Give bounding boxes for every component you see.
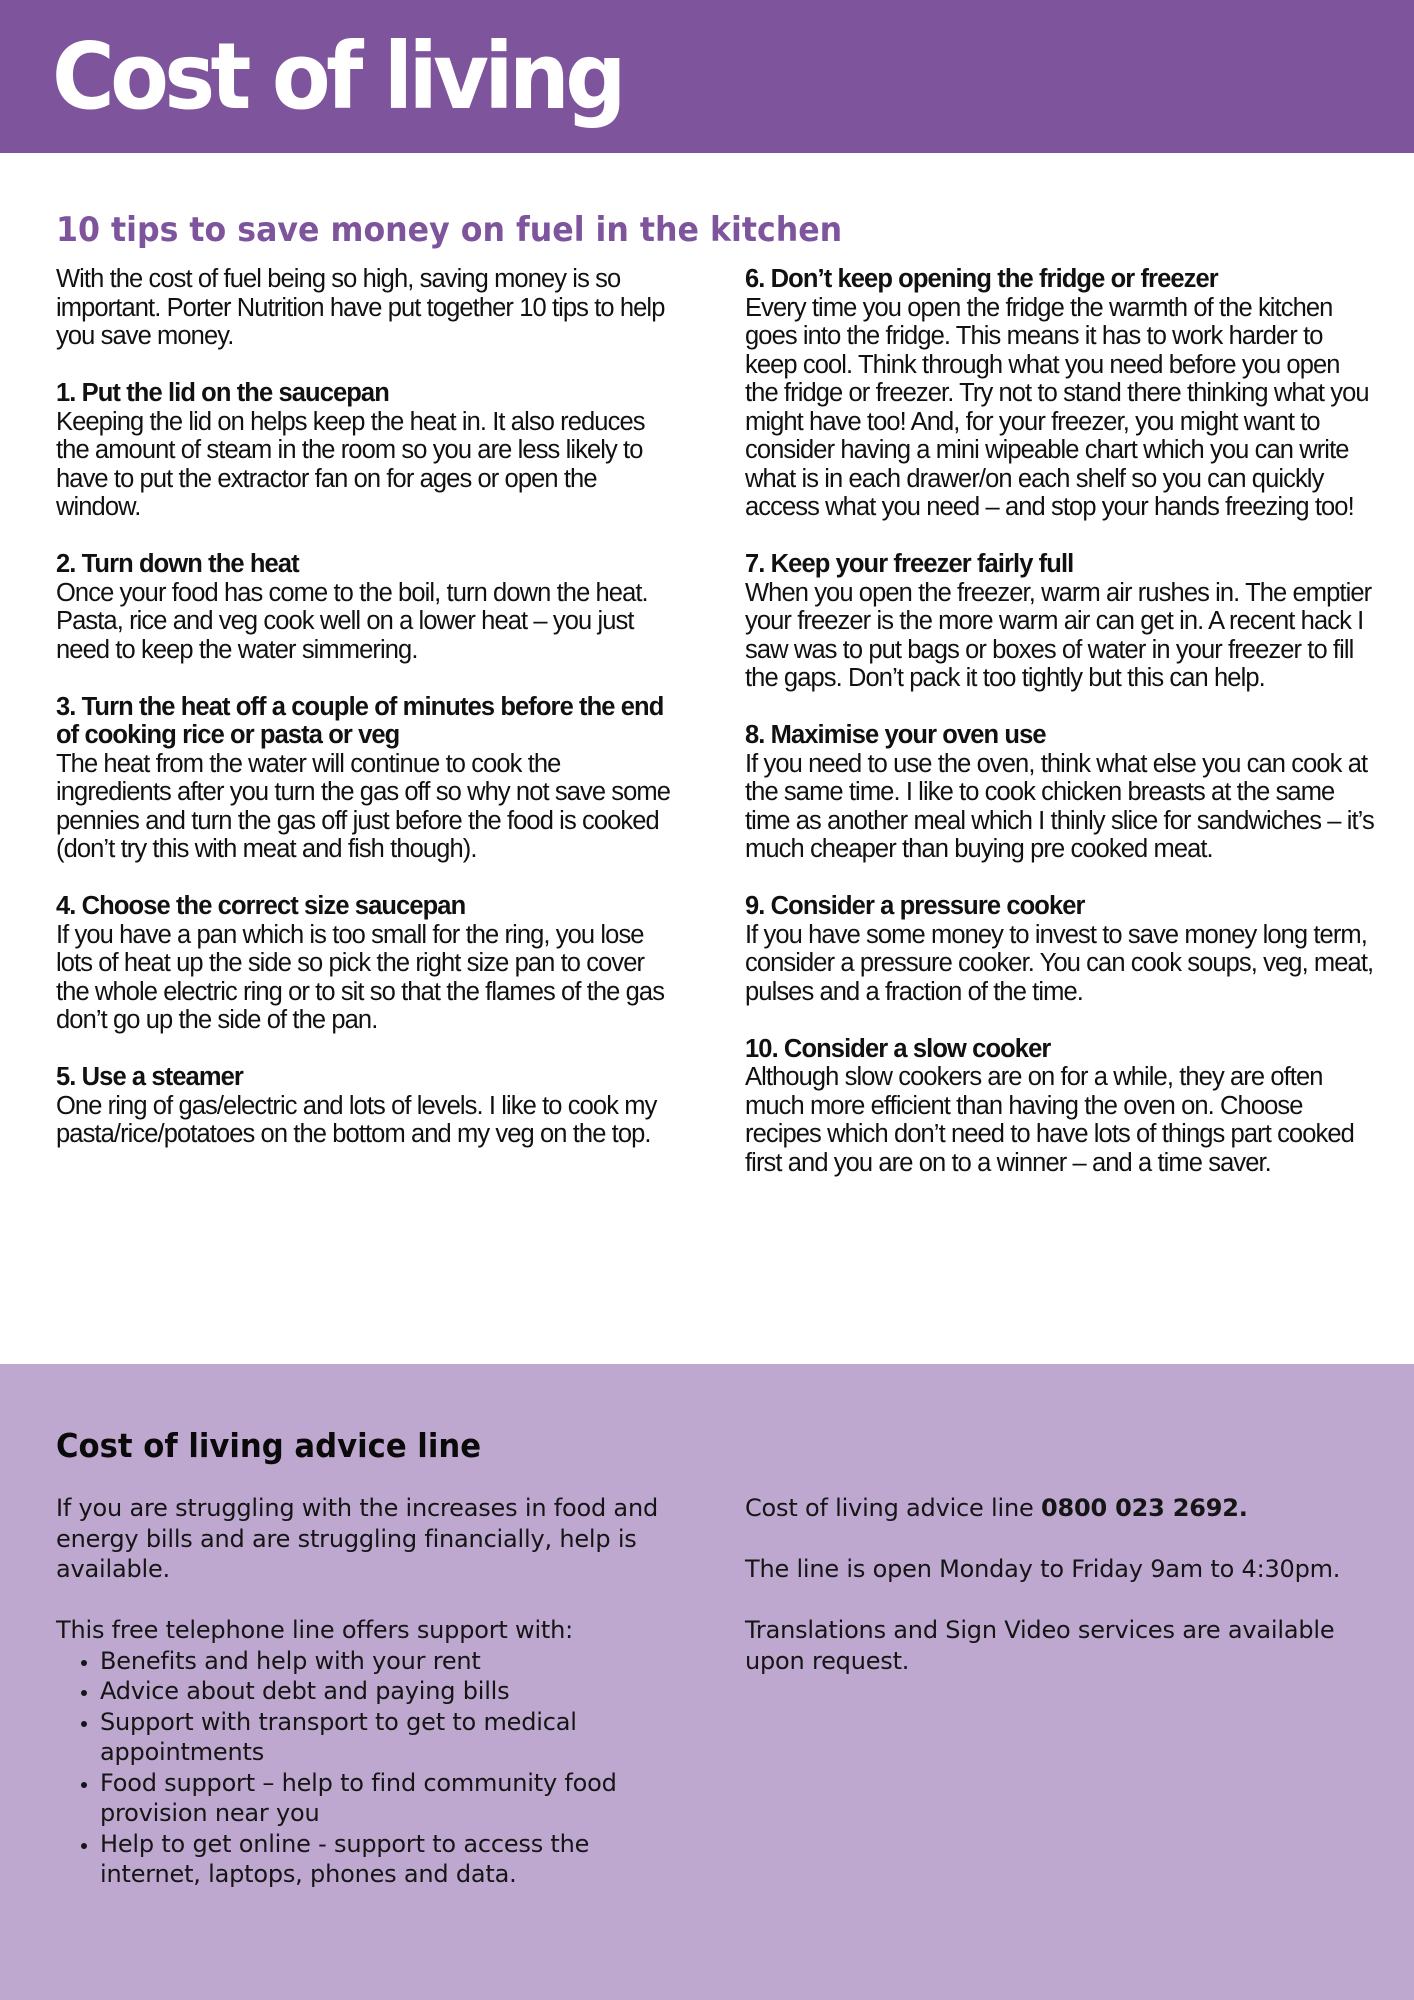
tip-title: 8. Maximise your oven use <box>745 721 1046 749</box>
tip-title: 6. Don’t keep opening the fridge or freezer <box>745 265 1218 293</box>
page-title: Cost of living <box>52 23 622 130</box>
tip-title: 2. Turn down the heat <box>56 550 299 578</box>
tip-body: The heat from the water will continue to cook the ingredients after you turn the gas off so why not save some pennies and turn the gas off just before the food is cooked (don’t try this with meat and fish though). <box>56 749 671 863</box>
support-list-intro: This free telephone line offers support with: <box>56 1616 574 1644</box>
tip-item <box>56 693 676 864</box>
advice-line-heading: Cost of living advice line <box>56 1426 482 1465</box>
tip-title: 10. Consider a slow cooker <box>745 1034 1051 1063</box>
advice-intro: If you are struggling with the increases in food and energy bills and are struggling financially, help is available. <box>56 1494 658 1583</box>
advice-left-column <box>56 1493 676 1890</box>
tip-item <box>745 550 1375 693</box>
support-list <box>56 1646 676 1890</box>
phone-number: 0800 023 2692. <box>1040 1494 1248 1522</box>
advice-right-column <box>745 1493 1385 1707</box>
phone-line <box>745 1493 1385 1524</box>
tip-body: Every time you open the fridge the warmth of the kitchen goes into the fridge. This means it has to work harder to keep cool. Think through what you need before you open the fridge or freezer. Try not to stand there thinking what you might have too! And, for your freezer, you might want to consider having a mini wipeable chart which you can write what is in each drawer/on each shelf so you can quickly access what you need – and stop your hands freezing too! <box>745 293 1369 521</box>
tip-item <box>745 265 1375 522</box>
services-note: Translations and Sign Video services are available upon request. <box>745 1616 1335 1675</box>
tip-item <box>745 721 1375 864</box>
tip-title: 9. Consider a pressure cooker <box>745 892 1085 920</box>
tip-body: When you open the freezer, warm air rushes in. The emptier your freezer is the more warm air can get in. A recent hack I saw was to put bags or boxes of water in your freezer to fill the gaps. Don’t pack it too tightly but this can help. <box>745 578 1372 692</box>
tip-item <box>56 550 676 664</box>
support-list-item: • Help to get online - support to access the internet, laptops, phones and data. <box>100 1829 676 1890</box>
tip-title: 7. Keep your freezer fairly full <box>745 550 1074 578</box>
tip-item <box>56 1063 676 1149</box>
tip-title: 4. Choose the correct size saucepan <box>56 892 466 920</box>
tip-body: Although slow cookers are on for a while, they are often much more efficient than having the oven on. Choose recipes which don’t need to have lots of things part cooked first and you are on to a winner – and a time saver. <box>745 1063 1354 1177</box>
support-list-item: • Advice about debt and paying bills <box>100 1676 676 1707</box>
tip-body: If you need to use the oven, think what else you can cook at the same time. I like to cook chicken breasts at the same time as another meal which I thinly slice for sandwiches – it’s much cheaper than buying pre cooked meat. <box>745 749 1374 863</box>
tips-right-column <box>745 265 1375 1206</box>
support-list-item: • Benefits and help with your rent <box>100 1646 676 1677</box>
tip-title: 3. Turn the heat off a couple of minutes before the end of cooking rice or pasta or veg <box>56 692 664 749</box>
tip-body: If you have a pan which is too small for the ring, you lose lots of heat up the side so pick the right size pan to cover the whole electric ring or to sit so that the flames of the gas don’t go up the side of the pan. <box>56 920 665 1034</box>
support-list-item: • Support with transport to get to medical appointments <box>100 1707 676 1768</box>
support-list-item: • Food support – help to find community food provision near you <box>100 1768 676 1829</box>
header-band <box>0 0 1414 153</box>
tips-left-column <box>56 265 676 1177</box>
tips-intro: With the cost of fuel being so high, saving money is so important. Porter Nutrition have put together 10 tips to help you save money. <box>56 265 665 350</box>
tip-item <box>745 1035 1375 1178</box>
tips-subtitle: 10 tips to save money on fuel in the kitchen <box>56 210 843 250</box>
tip-body: One ring of gas/electric and lots of levels. I like to cook my pasta/rice/potatoes on the bottom and my veg on the top. <box>56 1091 657 1148</box>
tip-body: Keeping the lid on helps keep the heat in. It also reduces the amount of steam in the room so you are less likely to have to put the extractor fan on for ages or open the window. <box>56 407 645 521</box>
tip-item <box>745 892 1375 1006</box>
opening-hours: The line is open Monday to Friday 9am to 4:30pm. <box>745 1555 1341 1583</box>
tip-title: 5. Use a steamer <box>56 1063 243 1091</box>
tip-item <box>56 892 676 1035</box>
tip-title: 1. Put the lid on the saucepan <box>56 379 389 407</box>
tip-item <box>56 379 676 522</box>
tip-body: If you have some money to invest to save money long term, consider a pressure cooker. You can cook soups, veg, meat, pulses and a fraction of the time. <box>745 920 1374 1006</box>
tip-body: Once your food has come to the boil, turn down the heat. Pasta, rice and veg cook well on a lower heat – you just need to keep the water simmering. <box>56 578 648 664</box>
phone-label: Cost of living advice line <box>745 1494 1041 1522</box>
